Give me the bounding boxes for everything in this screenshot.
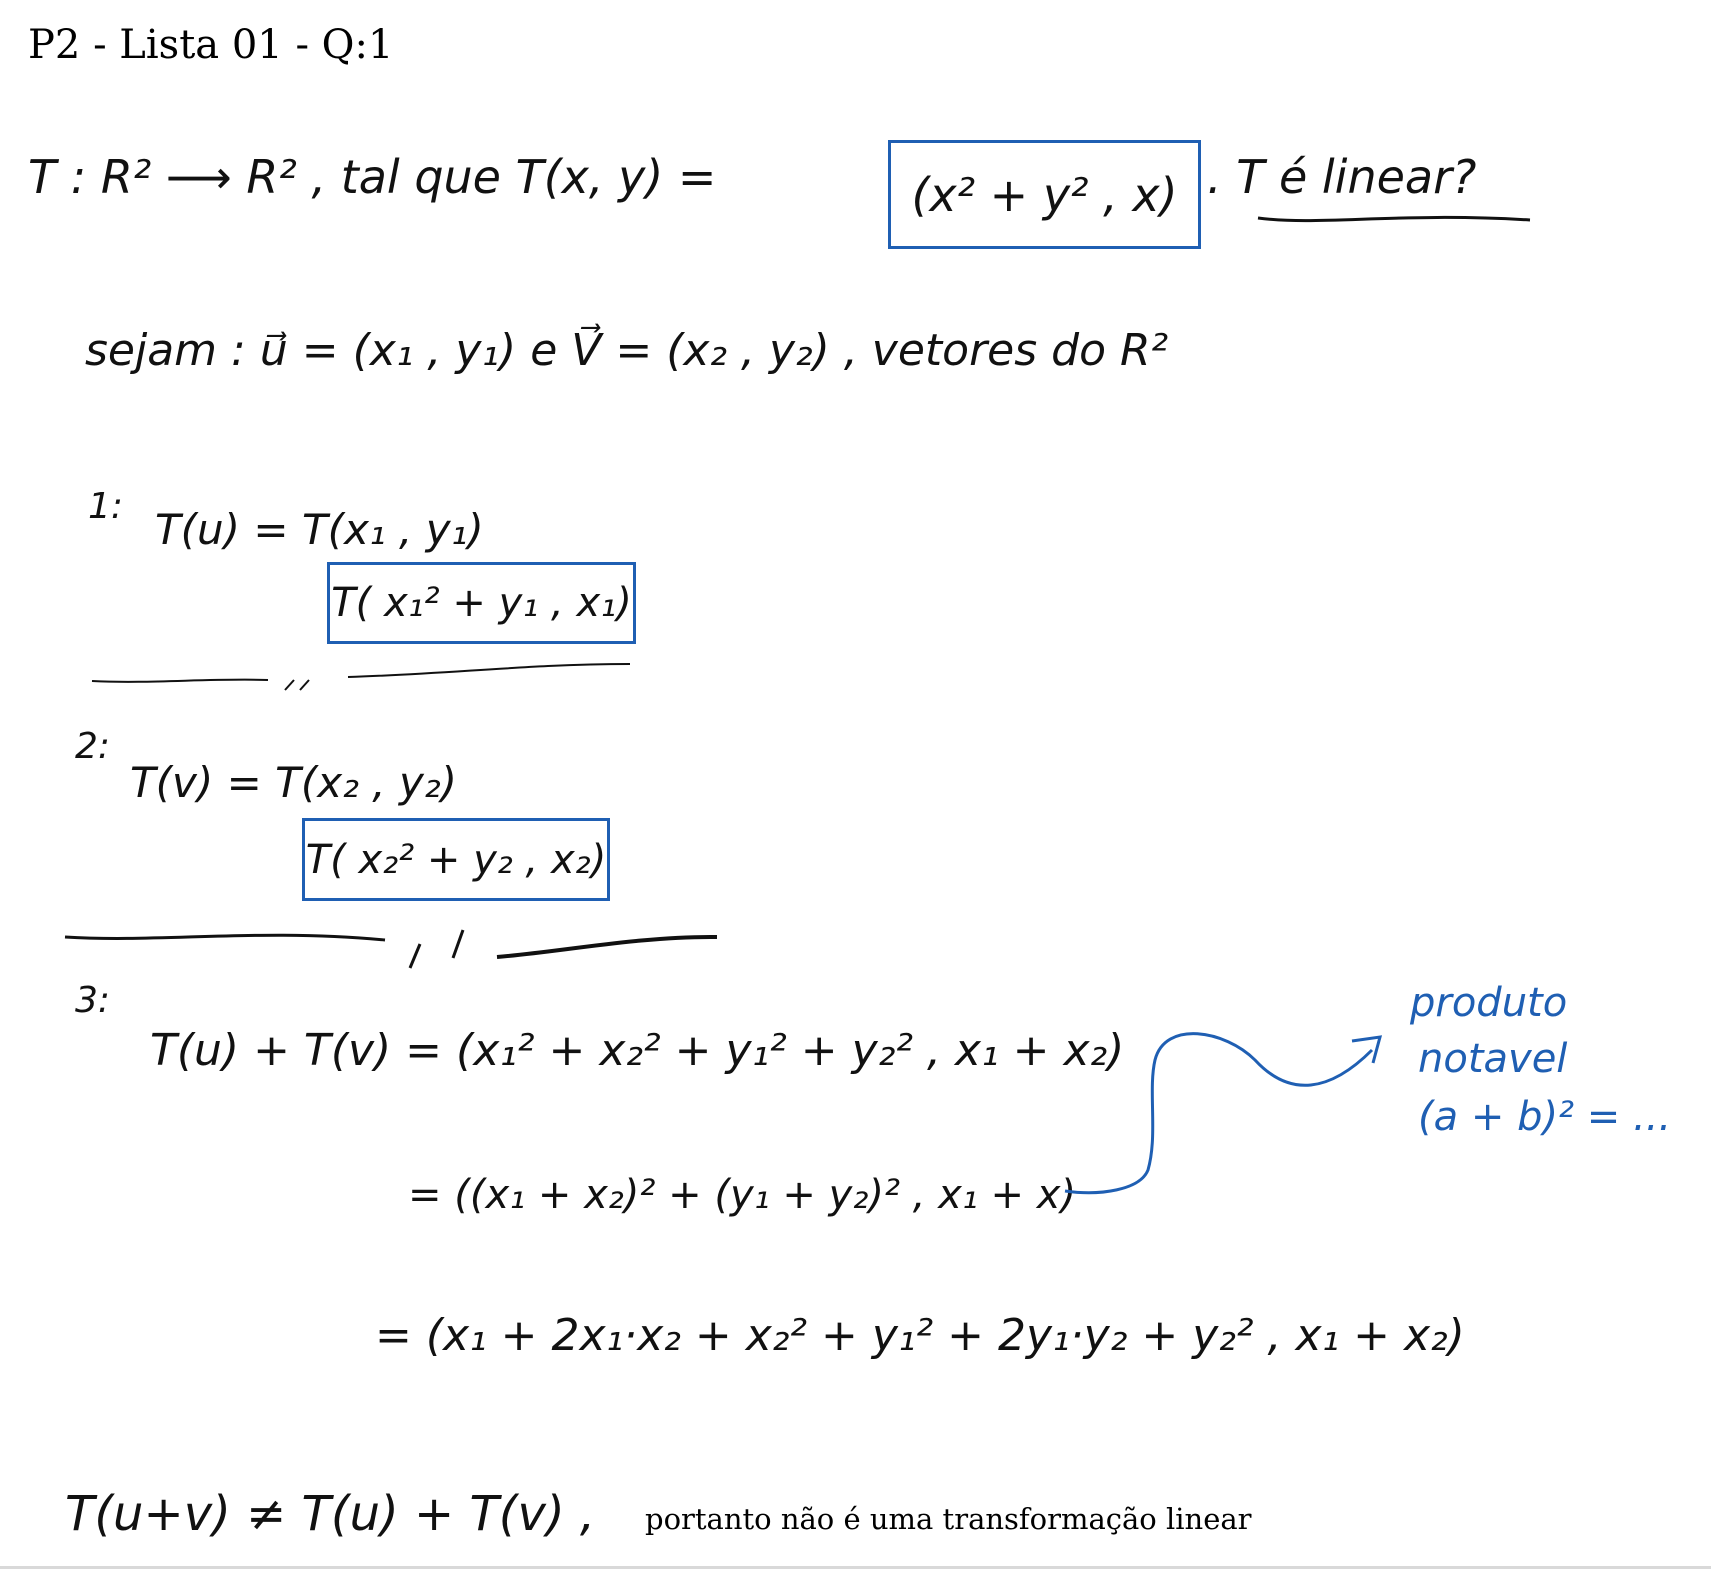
step1-label: 1: <box>88 486 124 527</box>
given-vectors: sejam : u⃗ = (x₁ , y₁) e V⃗ = (x₂ , y₂) , vetores do R² <box>85 325 1169 376</box>
step3-line2: = ((x₁ + x₂)² + (y₁ + y₂)² , x₁ + x) <box>408 1172 1077 1218</box>
separator-2-mark <box>410 930 463 968</box>
separator-1-left <box>92 680 268 682</box>
separator-2-right <box>497 937 717 957</box>
step2-line: T(v) = T(x₂ , y₂) <box>130 758 458 807</box>
question-underline <box>1258 217 1530 220</box>
step2-boxed-result: T( x₂² + y₂ , x₂) <box>302 818 610 901</box>
step1-boxed-result: T( x₁² + y₁ , x₁) <box>327 562 636 644</box>
separator-1-right <box>348 664 630 677</box>
note-line1: produto <box>1410 980 1568 1026</box>
step1-line: T(u) = T(x₁ , y₁) <box>155 505 484 554</box>
step3-line1: T(u) + T(v) = (x₁² + x₂² + y₁² + y₂² , x₁ + x₂) <box>150 1025 1125 1076</box>
statement-boxed-result: (x² + y² , x) <box>888 140 1201 249</box>
separator-2-left <box>65 935 385 940</box>
statement-lhs: T : R² ⟶ R² , tal que T(x, y) = <box>28 150 717 204</box>
statement-question: . T é linear? <box>1207 150 1477 204</box>
note-line3: (a + b)² = ... <box>1418 1094 1672 1140</box>
separator-1-mark <box>285 680 309 690</box>
note-line2: notavel <box>1418 1036 1568 1082</box>
step3-label: 3: <box>75 980 111 1021</box>
step3-line3: = (x₁ + 2x₁·x₂ + x₂² + y₁² + 2y₁·y₂ + y₂² , x₁ + x₂) <box>375 1310 1465 1361</box>
page-title: P2 - Lista 01 - Q:1 <box>28 22 394 68</box>
note-arrow <box>1065 1034 1372 1193</box>
note-arrowhead <box>1352 1037 1380 1063</box>
step2-label: 2: <box>75 726 111 767</box>
final-formula: T(u+v) ≠ T(u) + T(v) , <box>65 1486 596 1542</box>
final-conclusion-text: portanto não é uma transformação linear <box>645 1502 1252 1536</box>
